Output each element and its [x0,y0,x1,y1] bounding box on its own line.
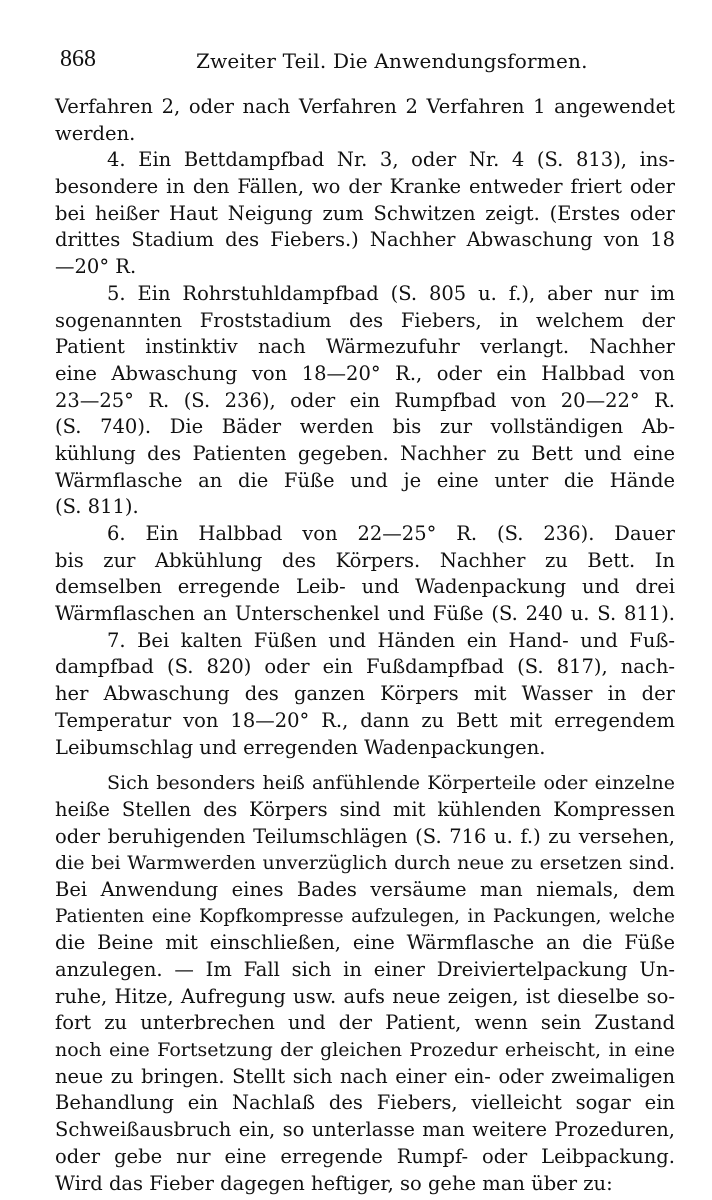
text-line: fort zu unterbrechen und der Patient, wenn sein Zustand [55,1011,675,1035]
text-line: Wird das Fieber dagegen heftiger, so gehe man über zu: [55,1171,613,1195]
text-line: Wärmflaschen an Unterschenkel und Füße (S. 240 u. S. 811). [55,602,675,626]
text-line: heiße Stellen des Körpers sind mit kühlenden Kompressen [55,797,675,821]
text-line: bis zur Abkühlung des Körpers. Nachher zu Bett. In [55,548,675,572]
text-line: eine Abwaschung von 18—20° R., oder ein Halbbad von [55,361,675,385]
page-number: 868 [60,46,96,72]
text-line: besondere in den Fällen, wo der Kranke entweder friert oder [55,175,675,199]
text-line: 23—25° R. (S. 236), oder ein Rumpfbad von 20—22° R. [55,388,675,412]
text-line: dampfbad (S. 820) oder ein Fußdampfbad (S. 817), nach- [55,655,675,679]
text-line: 7. Bei kalten Füßen und Händen ein Hand- und Fuß- [107,628,675,652]
text-line: kühlung des Patienten gegeben. Nachher zu Bett und eine [55,441,675,465]
text-line: Schweißausbruch ein, so unterlasse man weitere Prozeduren, [55,1118,675,1142]
text-line: Bei Anwendung eines Bades versäume man niemals, dem [55,877,675,901]
text-line: Verfahren 2, oder nach Verfahren 2 Verfahren 1 angewendet [55,95,675,118]
text-line: anzulegen. — Im Fall sich in einer Dreiviertelpackung Un- [55,958,675,981]
text-line: oder beruhigenden Teilumschlägen (S. 716 u. f.) zu versehen, [55,824,675,848]
text-line: Behandlung ein Nachlaß des Fiebers, vielleicht sogar ein [55,1091,675,1115]
text-line: bei heißer Haut Neigung zum Schwitzen zeigt. (Erstes oder [55,201,675,225]
text-line: Wärmflasche an die Füße und je eine unter die Hände [55,468,675,492]
text-line: —20° R. [55,255,137,279]
text-line: 5. Ein Rohrstuhldampfbad (S. 805 u. f.), aber nur im [107,281,675,305]
text-line: die Beine mit einschließen, eine Wärmflasche an die Füße [55,931,675,955]
text-line: oder gebe nur eine erregende Rumpf- oder Leibpackung. [55,1144,675,1168]
text-line: (S. 811). [55,495,139,519]
text-line: Patienten eine Kopfkompresse aufzulegen, in Packungen, welche [55,905,675,927]
text-line: her Abwaschung des ganzen Körpers mit Wasser in der [55,682,675,706]
text-line: ruhe, Hitze, Aufregung usw. aufs neue zeigen, ist dieselbe so- [55,984,675,1008]
text-line: noch eine Fortsetzung der gleichen Prozedur erheischt, in eine [55,1039,675,1062]
paragraph-gap [55,761,675,770]
text-line: neue zu bringen. Stellt sich nach einer ein- oder zweimaligen [55,1064,675,1088]
text-line: werden. [55,121,136,145]
text-line: 4. Ein Bettdampfbad Nr. 3, oder Nr. 4 (S. 813), ins- [107,148,675,172]
body-text [55,94,675,1197]
text-line: 6. Ein Halbbad von 22—25° R. (S. 236). Dauer [107,522,675,545]
text-line: Sich besonders heiß anfühlende Körperteile oder einzelne [107,772,675,795]
text-line: Leibumschlag und erregenden Wadenpackungen. [55,735,546,759]
page-header [60,46,660,80]
running-head: Zweiter Teil. Die Anwendungsformen. [196,49,588,73]
text-line: drittes Stadium des Fiebers.) Nachher Abwaschung von 18 [55,228,675,252]
text-line: (S. 740). Die Bäder werden bis zur vollständigen Ab- [55,415,675,439]
text-line: sogenannten Froststadium des Fiebers, in welchem der [55,308,675,332]
text-line: Patient instinktiv nach Wärmezufuhr verlangt. Nachher [55,335,675,359]
text-line: die bei Warmwerden unverzüglich durch neue zu ersetzen sind. [55,852,675,875]
text-line: demselben erregende Leib- und Wadenpackung und drei [55,575,675,599]
text-line: Temperatur von 18—20° R., dann zu Bett mit erregendem [55,708,675,732]
